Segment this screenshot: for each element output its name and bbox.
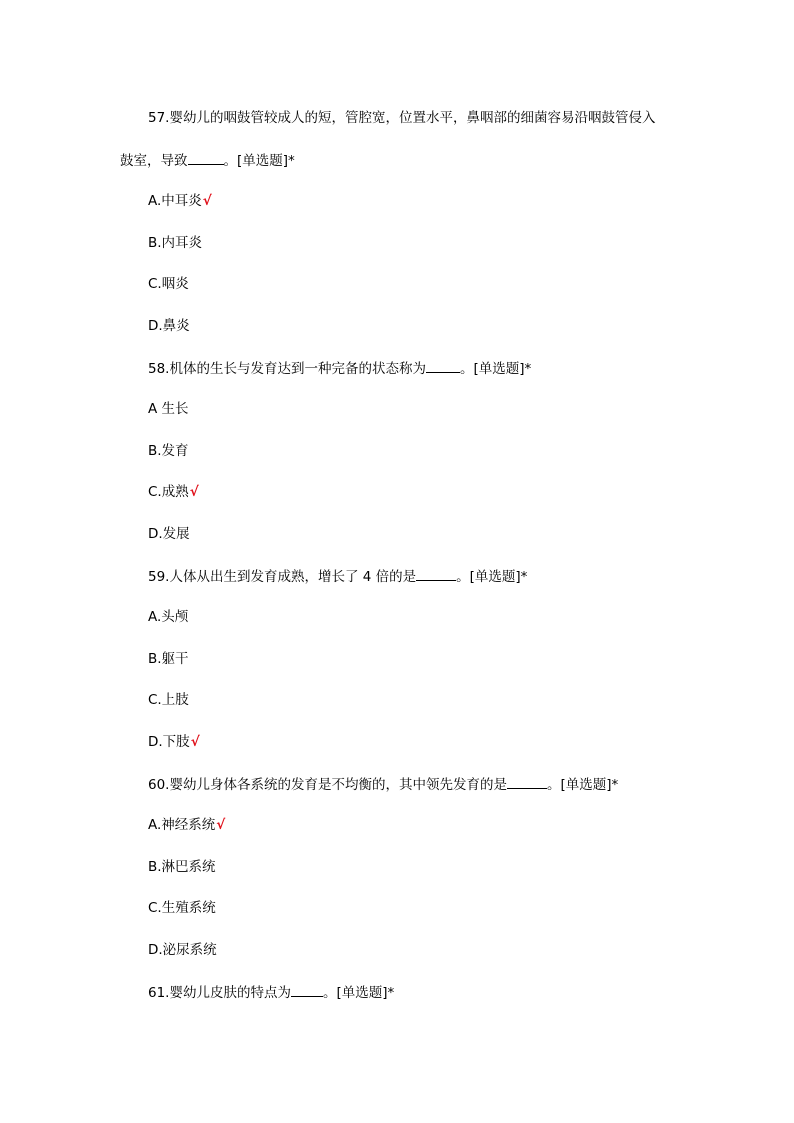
option-text: C.生殖系统 bbox=[148, 900, 216, 916]
question-57-stem bbox=[148, 108, 655, 128]
option-58-c bbox=[148, 482, 199, 502]
option-57-c bbox=[148, 274, 189, 294]
question-58-stem bbox=[148, 358, 531, 379]
option-text: A.头颅 bbox=[148, 609, 189, 625]
answer-blank bbox=[291, 982, 323, 997]
option-text: D.发展 bbox=[148, 526, 190, 542]
option-58-b bbox=[148, 441, 189, 461]
answer-blank bbox=[426, 358, 460, 373]
option-60-a bbox=[148, 815, 225, 835]
option-57-d bbox=[148, 316, 190, 336]
question-type: 。[单选题]* bbox=[456, 569, 528, 585]
question-59-stem bbox=[148, 566, 527, 587]
question-type: 。[单选题]* bbox=[546, 777, 619, 793]
option-57-b bbox=[148, 233, 202, 253]
option-58-a bbox=[148, 399, 189, 419]
question-text: 60.婴幼儿身体各系统的发育是不均衡的，其中领先发育的是 bbox=[148, 777, 507, 793]
correct-answer-check-icon: √ bbox=[190, 734, 200, 750]
option-60-d bbox=[148, 940, 217, 960]
option-text: D.鼻炎 bbox=[148, 318, 190, 334]
option-text: A 生长 bbox=[148, 401, 189, 417]
option-58-d bbox=[148, 524, 190, 544]
option-59-b bbox=[148, 649, 189, 669]
option-60-b bbox=[148, 857, 216, 877]
option-text: D.下肢 bbox=[148, 734, 190, 750]
answer-blank bbox=[507, 774, 547, 789]
correct-answer-check-icon: √ bbox=[202, 193, 212, 209]
option-59-a bbox=[148, 607, 188, 627]
question-57-stem-continued bbox=[120, 150, 295, 171]
question-61-stem bbox=[148, 982, 394, 1003]
option-59-d bbox=[148, 732, 200, 752]
question-type: 。[单选题]* bbox=[459, 361, 532, 377]
question-text: 59.人体从出生到发育成熟，增长了 4 倍的是 bbox=[148, 569, 417, 585]
option-text: C.成熟 bbox=[148, 484, 189, 500]
option-text: C.上肢 bbox=[148, 692, 189, 708]
question-type: 。[单选题]* bbox=[322, 985, 395, 1001]
question-type: 。[单选题]* bbox=[223, 153, 295, 169]
option-text: A.中耳炎 bbox=[148, 193, 202, 209]
answer-blank bbox=[188, 150, 224, 165]
correct-answer-check-icon: √ bbox=[189, 484, 199, 500]
option-57-a bbox=[148, 191, 212, 211]
question-text: 58.机体的生长与发育达到一种完备的状态称为 bbox=[148, 361, 426, 377]
option-text: B.躯干 bbox=[148, 651, 189, 667]
answer-blank bbox=[416, 566, 456, 581]
option-59-c bbox=[148, 690, 189, 710]
option-text: C.咽炎 bbox=[148, 276, 189, 292]
question-text: 57.婴幼儿的咽鼓管较成人的短，管腔宽，位置水平，鼻咽部的细菌容易沿咽鼓管侵入 bbox=[148, 110, 656, 126]
option-text: B.发育 bbox=[148, 443, 189, 459]
question-text: 鼓室，导致 bbox=[120, 153, 188, 169]
option-text: D.泌尿系统 bbox=[148, 942, 217, 958]
question-60-stem bbox=[148, 774, 618, 795]
option-text: B.淋巴系统 bbox=[148, 859, 216, 875]
option-60-c bbox=[148, 898, 216, 918]
option-text: A.神经系统 bbox=[148, 817, 216, 833]
correct-answer-check-icon: √ bbox=[216, 817, 226, 833]
option-text: B.内耳炎 bbox=[148, 235, 203, 251]
question-text: 61.婴幼儿皮肤的特点为 bbox=[148, 985, 291, 1001]
